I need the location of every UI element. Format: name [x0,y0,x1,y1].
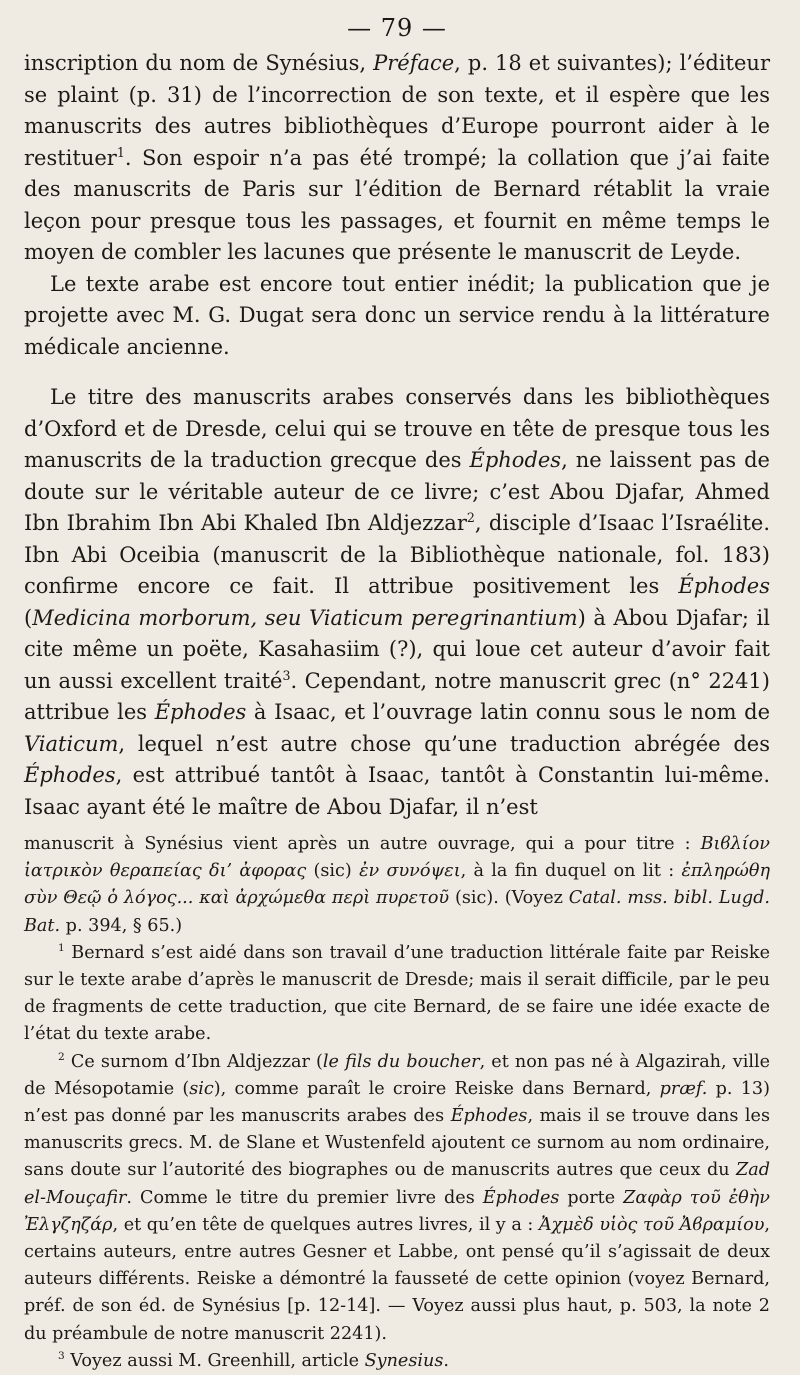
footnote-3: $^3$ Voyez aussi M. Greenhill, article Synesius. [58,1350,449,1371]
footnote-continuation: manuscrit à Synésius vient après un autre ouvrage, qui a pour titre : Βιϐλίον ἰατρικὸν θεραπείας δι’ ἀφορας (sic) ἐν συνόψει, à la fin duquel on lit : ἐπληρώθη σὺν Θεῷ ὁ λόγος... καὶ ἀρχώμεθα περὶ πυρετοῦ (sic). (Voyez Catal. mss. bibl. Lugd. Bat. p. 394, § 65.) [24,834,771,936]
page-number: — 79 — [347,14,447,42]
paragraph-3: Le titre des manuscrits arabes conservés dans les bibliothèques d’Oxford et de Dresde, celui qui se trouve en tête de presque tous les manuscrits de la traduction grecque des Éphodes, ne laissent pas de doute sur le véritable auteur de ce livre; c’est Abou Djafar, Ahmed Ibn Ibrahim Ibn Abi Khaled Ibn Aldjezzar$^2$, disciple d’Isaac l’Israélite. Ibn Abi Oceibia (manuscrit de la Bibliothèque nationale, fol. 183) confirme encore ce fait. Il attribue positivement les Éphodes (Medicina morborum, seu Viaticum peregrinantium) à Abou Djafar; il cite même un poëte, Kasahasiim (?), qui loue cet auteur d’avoir fait un aussi excellent traité$^3$. Cependant, notre manuscrit grec (n° 2241) attribue les Éphodes à Isaac, et l’ouvrage latin connu sous le nom de Viaticum, lequel n’est autre chose qu’une traduction abrégée des Éphodes, est attribué tantôt à Isaac, tantôt à Constantin lui-même. Isaac ayant été le maître de Abou Djafar, il n’est [24,385,770,819]
footnotes [24,831,770,1375]
footnote-mark-3: 3 [58,1350,65,1362]
main-text [24,48,770,823]
footnote-ref-1[interactable]: 1 [116,144,125,160]
footnote-1: $^1$ Bernard s’est aidé dans son travail d’une traduction littérale faite par Reiske sur le texte arabe d’après le manuscrit de Dresde; mais il serait difficile, par le peu de fragments de cette traduction, que cite Bernard, de se faire une idée exacte de l’état du texte arabe. [24,941,770,1045]
footnote-mark-2: 2 [58,1050,65,1063]
paragraph-1: inscription du nom de Synésius, Préface, p. 18 et suivantes); l’éditeur se plaint (p. 31) de l’incorrection de son texte, et il espère que les manuscrits des autres bibliothèques d’Europe pourront aider à le restituer$^1$. Son espoir n’a pas été trompé; la collation que j’ai faite des manuscrits de Paris sur l’édition de Bernard rétablit la vraie leçon pour presque tous les passages, et fournit en même temps le moyen de combler les lacunes que présente le manuscrit de Leyde. [24,51,770,264]
footnote-separator [24,823,770,831]
footnote-ref-2[interactable]: 2 [466,510,475,525]
footnote-ref-3[interactable]: 3 [282,667,291,683]
footnote-2: $^2$ Ce surnom d’Ibn Aldjezzar (le fils du boucher, et non pas né à Algazirah, ville de Mésopotamie (sic), comme paraît le croire Reiske dans Bernard, præf. p. 13) n’est pas donné par les manuscrits arabes des Éphodes, mais il se trouve dans les manuscrits grecs. M. de Slane et Wustenfeld ajoutent ce surnom au nom ordinaire, sans doute sur l’autorité des biographes ou de manuscrits autres que ceux du Zad el-Mouçafir. Comme le titre du premier livre des Éphodes porte Ζαφὰρ τοῦ ἐθὴν Ἐλγζηζάρ, et qu’en tête de quelques autres livres, il y a : Ἀχμὲδ υἱὸς τοῦ Ἀϐραμίου, certains auteurs, entre autres Gesner et Labbe, ont pensé qu’il s’agissait de deux auteurs différents. Reiske a démontré la fausseté de cette opinion (voyez Bernard, préf. de son éd. de Synésius [p. 12-14]. — Voyez aussi plus haut, p. 503, la note 2 du préambule de notre manuscrit 2241). [24,1050,771,1344]
footnote-mark-1: 1 [58,941,65,954]
paragraph-2: Le texte arabe est encore tout entier inédit; la publication que je projette avec M. G. Dugat sera donc un service rendu à la littérature médicale ancienne. [24,271,770,359]
